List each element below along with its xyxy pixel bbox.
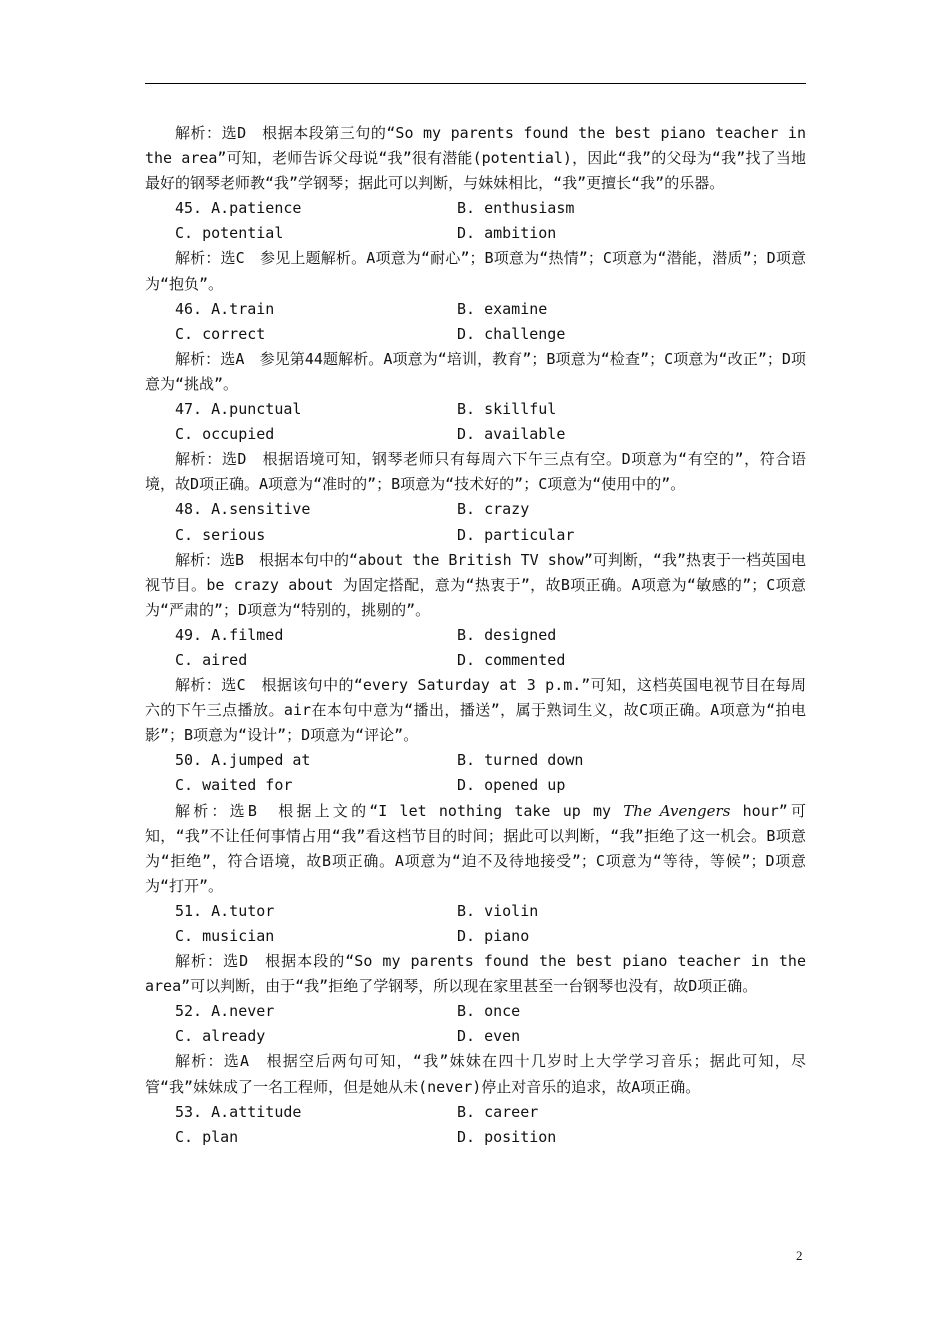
- q48-option-b: B. crazy: [457, 500, 530, 519]
- q50-explanation-part1: 解析：选B 根据上文的“I let nothing take up my: [175, 801, 624, 820]
- q46-option-b: B. examine: [457, 299, 548, 318]
- q52-explanation: 解析：选A 根据空后两句可知，“我”妹妹在四十几岁时上大学学习音乐；据此可知，尽管“我”妹妹成了一名工程师，但是她从未(never)停止对音乐的追求，故A项正确。: [145, 1052, 806, 1096]
- q48-option-a: 48. A.sensitive: [175, 500, 311, 519]
- q50-option-c: C. waited for: [175, 776, 293, 795]
- q48-option-c: C. serious: [175, 525, 266, 544]
- q45-option-b: B. enthusiasm: [457, 199, 575, 218]
- q51-options-row1: [145, 899, 806, 924]
- q50-explanation: [145, 799, 806, 899]
- q46-option-d: D. challenge: [457, 324, 566, 343]
- q48-option-d: D. particular: [457, 525, 575, 544]
- q48-options-row1: [145, 497, 806, 522]
- q53-option-d: D. position: [457, 1127, 557, 1146]
- q51-option-c: C. musician: [175, 927, 275, 945]
- header-rule: [145, 83, 806, 84]
- q52-options-row1: [145, 999, 806, 1024]
- q49-explanation: 解析：选C 根据该句中的“every Saturday at 3 p.m.”可知，这档英国电视节目在每周六的下午三点播放。air在本句中意为“播出，播送”，属于熟词生义，故C项正确。A项意为“拍电影”；B项意为“设计”；D项意为“评论”。: [145, 676, 806, 745]
- q53-option-c: C. plan: [175, 1127, 239, 1146]
- page-number: 2: [796, 1248, 803, 1263]
- q46-options-row1: [145, 297, 806, 322]
- q51-option-d: D. piano: [457, 927, 530, 945]
- q49-option-a: 49. A.filmed: [175, 625, 284, 644]
- q49-options-row1: [145, 623, 806, 648]
- q45-options-row1: [145, 196, 806, 221]
- q48-explanation: 解析：选B 根据本句中的“about the British TV show”可判断，“我”热衷于一档英国电视节目。be crazy about 为固定搭配，意为“热衷于”，故B项正确。A项意为“敏感的”；C项意为“严肃的”；D项意为“特别的，挑剔的”。: [145, 550, 806, 619]
- q53-options-row2: [145, 1125, 806, 1150]
- q49-option-c: C. aired: [175, 650, 248, 669]
- q49-options-row2: [145, 648, 806, 673]
- q51-explanation: 解析：选D 根据本段的“So my parents found the best piano teacher in the area”可以判断，由于“我”拒绝了学钢琴，所以现在家里甚至一台钢琴也没有，故D项正确。: [145, 952, 806, 996]
- q45-option-d: D. ambition: [457, 224, 557, 243]
- q52-option-d: D. even: [457, 1027, 521, 1046]
- q50-option-d: D. opened up: [457, 776, 566, 795]
- q50-options-row1: [145, 748, 806, 773]
- q44-explanation: 解析：选D 根据本段第三句的“So my parents found the best piano teacher in the area”可知，老师告诉父母说“我”很有潜能(potential)，因此“我”的父母为“我”找了当地最好的钢琴老师教“我”学钢琴；据此可以判断，与妹妹相比，“我”更擅长“我”的乐器。: [145, 124, 806, 193]
- q52-options-row2: [145, 1024, 806, 1049]
- q52-option-c: C. already: [175, 1027, 266, 1046]
- q50-explanation-title: The Avengers: [623, 801, 731, 820]
- q46-option-c: C. correct: [175, 324, 266, 343]
- q47-options-row2: [145, 422, 806, 447]
- q45-options-row2: [145, 221, 806, 246]
- q46-explanation: 解析：选A 参见第44题解析。A项意为“培训，教育”；B项意为“检查”；C项意为“改正”；D项意为“挑战”。: [145, 349, 806, 393]
- q53-options-row1: [145, 1100, 806, 1125]
- q53-option-a: 53. A.attitude: [175, 1102, 302, 1121]
- q49-option-d: D. commented: [457, 650, 566, 669]
- q49-option-b: B. designed: [457, 625, 557, 644]
- q53-option-b: B. career: [457, 1102, 539, 1121]
- q50-explanation-part2: hour”可知，“我”不让任何事情占用“我”看这档节目的时间；据此可以判断，“我”拒绝了这一机会。B项意为“拒绝”，符合语境，故B项正确。A项意为“迫不及待地接受”；C项意为“等待，等候”；D项意为“打开”。: [145, 801, 806, 895]
- q48-options-row2: [145, 523, 806, 548]
- q52-option-b: B. once: [457, 1002, 521, 1021]
- q50-option-a: 50. A.jumped at: [175, 751, 311, 770]
- q47-option-a: 47. A.punctual: [175, 400, 302, 419]
- q47-option-c: C. occupied: [175, 425, 275, 444]
- q45-explanation: 解析：选C 参见上题解析。A项意为“耐心”；B项意为“热情”；C项意为“潜能，潜质”；D项意为“抱负”。: [145, 249, 806, 293]
- q45-option-c: C. potential: [175, 224, 284, 243]
- q50-options-row2: [145, 773, 806, 798]
- q47-options-row1: [145, 397, 806, 422]
- q45-option-a: 45. A.patience: [175, 199, 302, 218]
- q51-options-row2: [145, 924, 806, 949]
- q51-option-b: B. violin: [457, 901, 539, 920]
- q46-options-row2: [145, 322, 806, 347]
- q47-option-d: D. available: [457, 425, 566, 444]
- q52-option-a: 52. A.never: [175, 1002, 275, 1021]
- page-content: [145, 121, 806, 1150]
- q46-option-a: 46. A.train: [175, 299, 275, 318]
- q50-option-b: B. turned down: [457, 751, 584, 770]
- q47-explanation: 解析：选D 根据语境可知，钢琴老师只有每周六下午三点有空。D项意为“有空的”，符合语境，故D项正确。A项意为“准时的”；B项意为“技术好的”；C项意为“使用中的”。: [145, 450, 806, 494]
- q47-option-b: B. skillful: [457, 400, 557, 419]
- q51-option-a: 51. A.tutor: [175, 901, 275, 920]
